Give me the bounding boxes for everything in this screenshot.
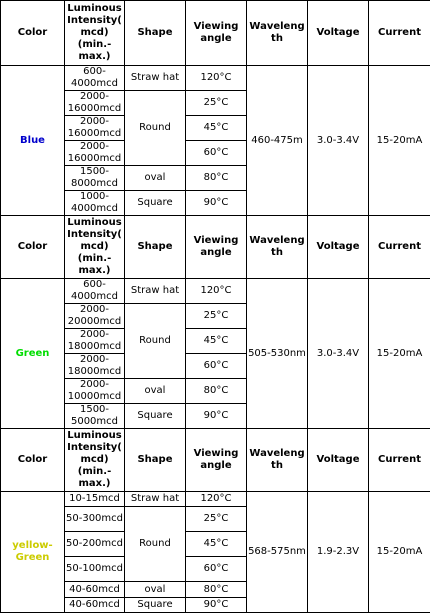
viewing-angle-value: 45°C: [186, 532, 247, 557]
viewing-angle-value: 80°C: [186, 379, 247, 404]
wavelength-value: 505-530nm: [247, 279, 308, 429]
wavelength-value: 568-575nm: [247, 492, 308, 613]
luminous-intensity-value: 1000-4000mcd: [65, 191, 125, 216]
luminous-intensity-value: 600-4000mcd: [65, 279, 125, 304]
luminous-intensity-value: 40-60mcd: [65, 582, 125, 598]
header-luminous-intensity: Luminous Intensity( mcd) (min.- max.): [65, 1, 125, 66]
shape-square: Square: [125, 598, 186, 613]
header-voltage: Voltage: [308, 216, 369, 279]
luminous-intensity-value: 2000-16000mcd: [65, 91, 125, 116]
luminous-intensity-value: 2000-16000mcd: [65, 116, 125, 141]
shape-straw-hat: Straw hat: [125, 66, 186, 91]
current-value: 15-20mA: [369, 492, 430, 613]
spec-row: [1, 66, 430, 91]
current-value: 15-20mA: [369, 279, 430, 429]
viewing-angle-value: 120°C: [186, 66, 247, 91]
spec-row: [1, 492, 430, 507]
luminous-intensity-value: 1500-8000mcd: [65, 166, 125, 191]
shape-oval: oval: [125, 379, 186, 404]
shape-straw-hat: Straw hat: [125, 492, 186, 507]
header-shape: Shape: [125, 429, 186, 492]
header-shape: Shape: [125, 216, 186, 279]
header-viewing-angle: Viewing angle: [186, 216, 247, 279]
luminous-intensity-value: 2000-10000mcd: [65, 379, 125, 404]
header-luminous-intensity: Luminous Intensity( mcd) (min.- max.): [65, 429, 125, 492]
spec-row: [1, 279, 430, 304]
shape-square: Square: [125, 191, 186, 216]
viewing-angle-value: 120°C: [186, 492, 247, 507]
header-row: [1, 429, 430, 492]
header-wavelength: Waveleng th: [247, 1, 308, 66]
viewing-angle-value: 60°C: [186, 141, 247, 166]
viewing-angle-value: 80°C: [186, 582, 247, 598]
shape-straw-hat: Straw hat: [125, 279, 186, 304]
luminous-intensity-value: 50-300mcd: [65, 507, 125, 532]
shape-oval: oval: [125, 582, 186, 598]
header-color: Color: [1, 216, 65, 279]
luminous-intensity-value: 2000-18000mcd: [65, 329, 125, 354]
viewing-angle-value: 60°C: [186, 354, 247, 379]
viewing-angle-value: 45°C: [186, 116, 247, 141]
viewing-angle-value: 80°C: [186, 166, 247, 191]
shape-round: Round: [125, 507, 186, 582]
luminous-intensity-value: 50-100mcd: [65, 557, 125, 582]
luminous-intensity-value: 2000-18000mcd: [65, 354, 125, 379]
header-row: [1, 216, 430, 279]
header-viewing-angle: Viewing angle: [186, 1, 247, 66]
color-name: Blue: [1, 66, 65, 216]
header-row: [1, 1, 430, 66]
viewing-angle-value: 90°C: [186, 598, 247, 613]
header-viewing-angle: Viewing angle: [186, 429, 247, 492]
header-shape: Shape: [125, 1, 186, 66]
header-voltage: Voltage: [308, 1, 369, 66]
shape-round: Round: [125, 91, 186, 166]
luminous-intensity-value: 2000-16000mcd: [65, 141, 125, 166]
header-luminous-intensity: Luminous Intensity( mcd) (min.- max.): [65, 216, 125, 279]
wavelength-value: 460-475m: [247, 66, 308, 216]
current-value: 15-20mA: [369, 66, 430, 216]
viewing-angle-value: 25°C: [186, 304, 247, 329]
shape-oval: oval: [125, 166, 186, 191]
header-color: Color: [1, 429, 65, 492]
color-name: Green: [1, 279, 65, 429]
viewing-angle-value: 120°C: [186, 279, 247, 304]
header-current: Current: [369, 216, 430, 279]
luminous-intensity-value: 40-60mcd: [65, 598, 125, 613]
viewing-angle-value: 90°C: [186, 191, 247, 216]
luminous-intensity-value: 10-15mcd: [65, 492, 125, 507]
viewing-angle-value: 25°C: [186, 507, 247, 532]
color-name: yellow-Green: [1, 492, 65, 613]
luminous-intensity-value: 2000-20000mcd: [65, 304, 125, 329]
viewing-angle-value: 45°C: [186, 329, 247, 354]
header-wavelength: Waveleng th: [247, 216, 308, 279]
luminous-intensity-value: 50-200mcd: [65, 532, 125, 557]
header-current: Current: [369, 429, 430, 492]
voltage-value: 3.0-3.4V: [308, 279, 369, 429]
viewing-angle-value: 25°C: [186, 91, 247, 116]
header-current: Current: [369, 1, 430, 66]
header-wavelength: Waveleng th: [247, 429, 308, 492]
viewing-angle-value: 90°C: [186, 404, 247, 429]
shape-square: Square: [125, 404, 186, 429]
viewing-angle-value: 60°C: [186, 557, 247, 582]
voltage-value: 3.0-3.4V: [308, 66, 369, 216]
shape-round: Round: [125, 304, 186, 379]
header-voltage: Voltage: [308, 429, 369, 492]
luminous-intensity-value: 1500-5000mcd: [65, 404, 125, 429]
voltage-value: 1.9-2.3V: [308, 492, 369, 613]
header-color: Color: [1, 1, 65, 66]
luminous-intensity-value: 600-4000mcd: [65, 66, 125, 91]
